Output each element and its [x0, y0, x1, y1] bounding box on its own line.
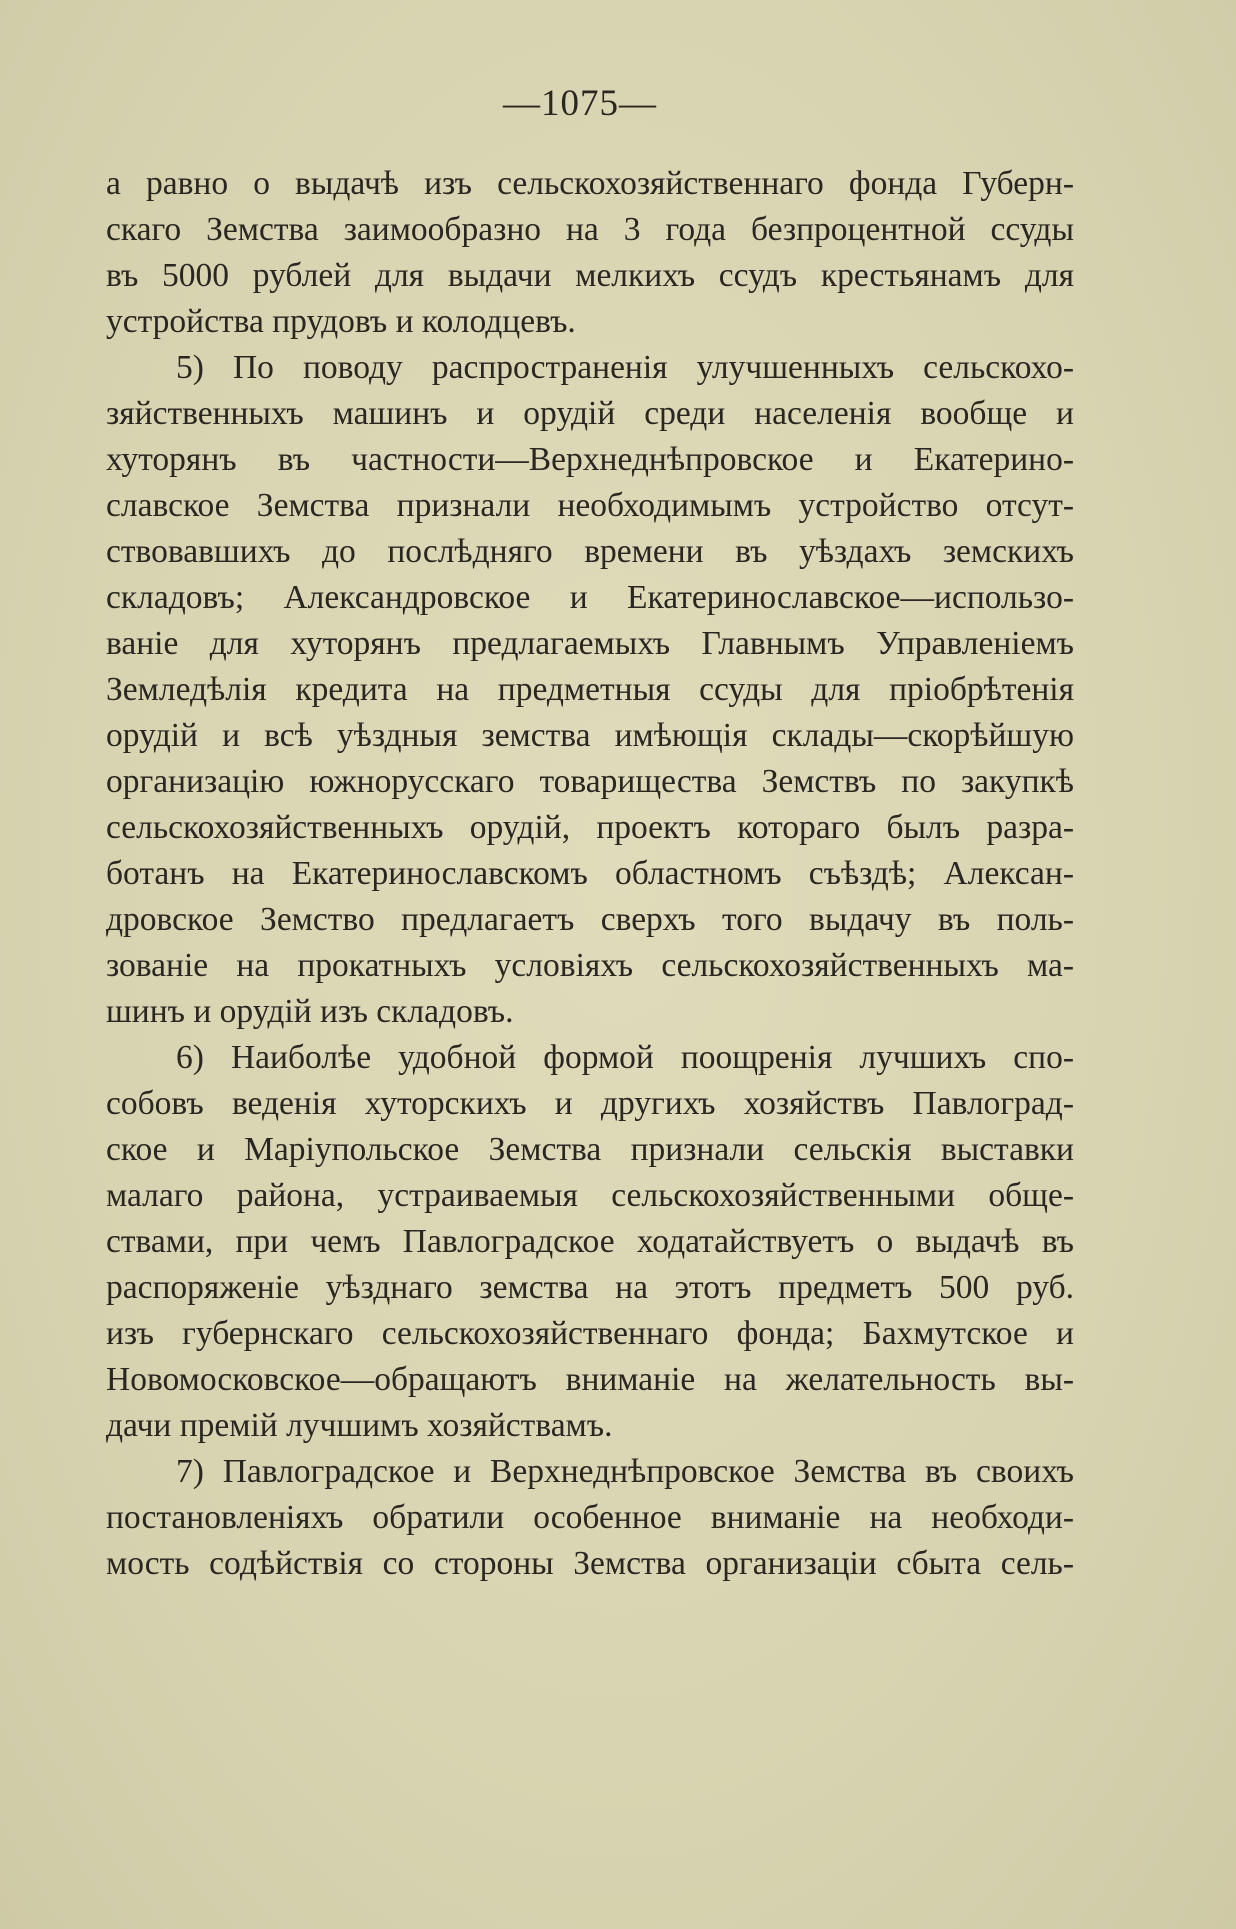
text-line: ское и Маріупольское Земства признали сельскія выставки [106, 1131, 1074, 1168]
text-line: орудій и всѣ уѣздныя земства имѣющія склады—скорѣйшую [106, 717, 1074, 754]
text-line: скаго Земства заимообразно на 3 года безпроцентной ссуды [106, 211, 1074, 248]
text-line: изъ губернскаго сельскохозяйственнаго фонда; Бахмутское и [106, 1315, 1074, 1352]
text-line: въ 5000 рублей для выдачи мелкихъ ссудъ крестьянамъ для [106, 257, 1074, 294]
page-number: —1075— [503, 83, 657, 124]
text-line: 6) Наиболѣе удобной формой поощренія лучшихъ спо- [176, 1039, 1074, 1076]
text-line: дровское Земство предлагаетъ сверхъ того выдачу въ поль- [106, 901, 1074, 938]
text-line: 5) По поводу распространенія улучшенныхъ сельскохо- [176, 349, 1074, 386]
text-line: собовъ веденія хуторскихъ и другихъ хозяйствъ Павлоград- [106, 1085, 1074, 1122]
text-line: ботанъ на Екатеринославскомъ областномъ съѣздѣ; Алексан- [106, 855, 1074, 892]
text-line: Новомосковское—обращаютъ вниманіе на желательность вы- [106, 1361, 1074, 1398]
text-line: складовъ; Александровское и Екатеринославское—использо- [106, 579, 1074, 616]
text-line: ствами, при чемъ Павлоградское ходатайствуетъ о выдачѣ въ [106, 1223, 1074, 1260]
text-line: устройства прудовъ и колодцевъ. [106, 303, 576, 340]
text-line: шинъ и орудій изъ складовъ. [106, 993, 514, 1030]
text-line: а равно о выдачѣ изъ сельскохозяйственнаго фонда Губерн- [106, 165, 1074, 202]
text-line: дачи премій лучшимъ хозяйствамъ. [106, 1407, 613, 1444]
text-line: постановленіяхъ обратили особенное вниманіе на необходи- [106, 1499, 1074, 1536]
text-line: 7) Павлоградское и Верхнеднѣпровское Земства въ своихъ [176, 1453, 1074, 1490]
text-line: распоряженіе уѣзднаго земства на этотъ предметъ 500 руб. [106, 1269, 1074, 1306]
text-line: мость содѣйствія со стороны Земства организаціи сбыта сель- [106, 1545, 1074, 1582]
text-line: Земледѣлія кредита на предметныя ссуды для пріобрѣтенія [106, 671, 1074, 708]
text-line: хуторянъ въ частности—Верхнеднѣпровское и Екатерино- [106, 441, 1074, 478]
text-line: ствовавшихъ до послѣдняго времени въ уѣздахъ земскихъ [106, 533, 1074, 570]
text-line: славское Земства признали необходимымъ устройство отсут- [106, 487, 1074, 524]
text-line: зяйственныхъ машинъ и орудій среди населенія вообще и [106, 395, 1074, 432]
text-line: организацію южнорусскаго товарищества Земствъ по закупкѣ [106, 763, 1074, 800]
text-line: зованіе на прокатныхъ условіяхъ сельскохозяйственныхъ ма- [106, 947, 1074, 984]
text-line: ваніе для хуторянъ предлагаемыхъ Главнымъ Управленіемъ [106, 625, 1074, 662]
text-line: сельскохозяйственныхъ орудій, проектъ котораго былъ разра- [106, 809, 1074, 846]
text-line: малаго района, устраиваемыя сельскохозяйственными обще- [106, 1177, 1074, 1214]
